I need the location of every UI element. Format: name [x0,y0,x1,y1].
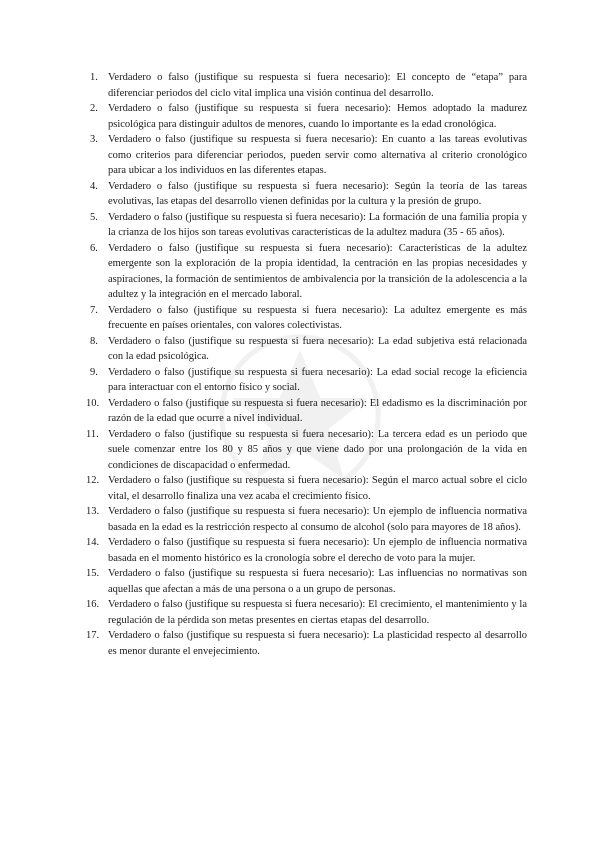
question-text: Verdadero o falso (justifique su respuesta si fuera necesario): La adultez emergente es más frecuente en países orientales, con valores colectivistas. [108,304,527,331]
question-text: Verdadero o falso (justifique su respuesta si fuera necesario): La tercera edad es un periodo que suele comenzar entre los 80 y 85 años y que viene dado por una prolongación de la vida en condiciones de discapacidad o enfermedad. [108,428,527,471]
question-item [86,396,527,427]
question-item [90,70,527,101]
question-number: 1. [90,72,98,83]
question-text: Verdadero o falso (justifique su respuesta si fuera necesario): El crecimiento, el mantenimiento y la regulación de la pérdida son metas presentes en ciertas etapas del desarrollo. [108,599,527,626]
question-text: Verdadero o falso (justifique su respuesta si fuera necesario): Un ejemplo de influencia normativa basada en el momento histórico es la cronología sobre el derecho de voto para la mujer. [108,537,527,564]
question-item [86,473,527,504]
question-text: Verdadero o falso (justifique su respuesta si fuera necesario): La edad subjetiva está relacionada con la edad psicológica. [108,335,527,362]
question-number: 2. [90,103,98,114]
question-text: Verdadero o falso (justifique su respuesta si fuera necesario): La edad social recoge la eficiencia para interactuar con el entorno físico y social. [108,366,527,393]
question-item [90,303,527,334]
question-item [90,179,527,210]
question-number: 14. [86,537,100,548]
question-item [86,504,527,535]
question-text: Verdadero o falso (justifique su respuesta si fuera necesario): Según la teoría de las tareas evolutivas, las etapas del desarrollo vienen definidas por la cultura y la presión de grupo. [108,180,527,207]
question-item [90,241,527,303]
question-number: 7. [90,304,98,316]
question-list [86,70,527,659]
question-text: Verdadero o falso (justifique su respuesta si fuera necesario): La formación de una familia propia y la crianza de los hijos son tareas evolutivas características de la adultez madura (35 - 65 años). [108,211,527,238]
question-text: Verdadero o falso (justifique su respuesta si fuera necesario): Características de la adultez emergente son la exploración de la propia identidad, la centración en las propias necesidades y aspiraciones, la formación de sentimientos de ambivalencia por la transición de la adolescencia a la adultez y la integración en el mercado laboral. [108,242,527,300]
question-number: 9. [90,366,98,378]
question-number: 10. [86,397,100,409]
question-text: Verdadero o falso (justifique su respuesta si fuera necesario): En cuanto a las tareas evolutivas como criterios para diferenciar periodos, pueden servir como alternativa al criterio cronológico para ubicar a los individuos en las diferentes etapas. [108,134,527,176]
question-number: 13. [86,506,100,517]
question-text: Verdadero o falso (justifique su respuesta si fuera necesario): Un ejemplo de influencia normativa basada en la edad es la restricción respecto al consumo de alcohol (solo para mayores de 18 años). [108,506,527,533]
question-text: Verdadero o falso (justifique su respuesta si fuera necesario): Las influencias no normativas son aquellas que afectan a más de una persona o a un grupo de personas. [108,568,527,595]
question-number: 11. [86,428,99,440]
question-text: Verdadero o falso (justifique su respuesta si fuera necesario): La plasticidad respecto al desarrollo es menor durante el envejecimiento. [108,630,527,657]
question-item [86,535,527,566]
question-number: 5. [90,211,98,223]
question-item [86,628,527,659]
question-item [90,210,527,241]
question-text: Verdadero o falso (justifique su respuesta si fuera necesario): El concepto de “etapa” para diferenciar periodos del ciclo vital implica una visión continua del desarrollo. [108,72,527,99]
question-number: 16. [86,599,100,610]
question-item [90,101,527,132]
question-item [90,132,527,179]
question-number: 3. [90,134,98,145]
question-number: 15. [86,568,100,579]
question-text: Verdadero o falso (justifique su respuesta si fuera necesario): El edadismo es la discriminación por razón de la edad que ocurre a nivel individual. [108,397,527,424]
question-item [90,365,527,396]
question-number: 17. [86,630,100,641]
question-number: 12. [86,475,100,486]
question-item [86,427,527,474]
question-number: 6. [90,242,98,254]
question-number: 4. [90,180,98,192]
question-text: Verdadero o falso (justifique su respuesta si fuera necesario): Según el marco actual sobre el ciclo vital, el desarrollo finaliza una vez acaba el crecimiento físico. [108,475,527,502]
question-item [86,566,527,597]
question-number: 8. [90,335,98,347]
question-item [90,334,527,365]
question-text: Verdadero o falso (justifique su respuesta si fuera necesario): Hemos adoptado la madurez psicológica para distinguir adultos de menores, cuando lo importante es la edad cronológica. [108,103,527,130]
question-item [86,597,527,628]
